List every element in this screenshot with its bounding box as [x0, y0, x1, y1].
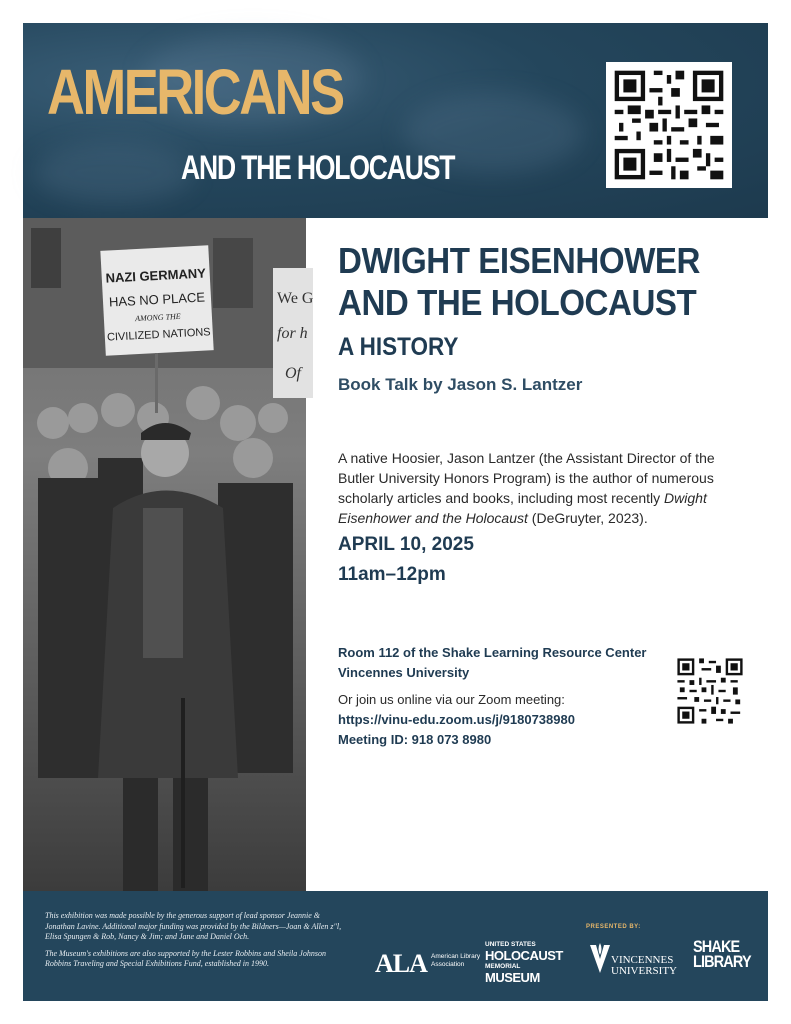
sign-line-1: NAZI GERMANY	[105, 265, 207, 286]
event-subtitle: A HISTORY	[338, 333, 459, 361]
sign2-line-1: We G	[277, 290, 314, 307]
sign-line-4: CIVILIZED NATIONS	[106, 326, 211, 344]
shake-library-logo: SHAKE LIBRARY	[693, 937, 751, 971]
flame-icon	[589, 941, 611, 975]
event-title: DWIGHT EISENHOWER AND THE HOLOCAUST	[338, 240, 701, 323]
speaker-bio: A native Hoosier, Jason Lantzer (the Assistant Director of the Butler University Honors Program) is the author of numerous scholarly articles and books, including most recently Dwight Eisenhower and the Holocaust (DeGruyter, 2023).	[338, 450, 715, 526]
flyer-page	[23, 23, 768, 1001]
exhibition-title: AMERICANS	[47, 56, 343, 128]
meeting-id: Meeting ID: 918 073 8980	[338, 732, 492, 747]
sign-line-3: AMONG THE	[134, 311, 181, 324]
online-intro: Or join us online via our Zoom meeting:	[338, 692, 565, 707]
online-info	[338, 690, 575, 750]
vincennes-university-logo: VINCENNES UNIVERSITY	[589, 941, 689, 981]
qr-code-large[interactable]	[606, 62, 732, 188]
sponsor-credits: This exhibition was made possible by the generous support of lead sponsor Jeannie & Jonathan Lavine. Additional major funding was provided by the Bildners—Joan & Allen z"l, Elisa Spungen & Rob, Nancy & Jim; and Jane and Daniel Och. The Museum's exhibitions are also supported by the Lester Robbins and Sheila Johnson Robbins Traveling and Special Exhibitions Fund, established in 1990.	[45, 911, 342, 968]
header-banner	[23, 23, 768, 218]
event-location	[338, 643, 646, 683]
event-date: APRIL 10, 2025	[338, 534, 474, 555]
zoom-link[interactable]: https://vinu-edu.zoom.us/j/9180738980	[338, 712, 575, 727]
institution-name: Vincennes University	[338, 665, 470, 680]
event-time: 11am–12pm	[338, 564, 446, 585]
presented-by-label: PRESENTED BY:	[586, 924, 641, 930]
exhibition-subtitle: AND THE HOLOCAUST	[181, 149, 455, 187]
room-name: Room 112 of the Shake Learning Resource Center	[338, 645, 647, 660]
qr-code-small[interactable]	[675, 656, 745, 726]
book-title: Dwight Eisenhower and the Holocaust	[338, 490, 707, 526]
sign-line-2: HAS NO PLACE	[108, 289, 206, 310]
sign2-line-3: Of	[285, 365, 301, 382]
historic-protest-photo	[23, 218, 314, 891]
ushmm-logo: UNITED STATES HOLOCAUST MEMORIAL MUSEUM	[485, 941, 563, 985]
ala-logo: ALA American Library Association	[375, 949, 481, 978]
sign2-line-2: for h	[277, 325, 308, 342]
speaker-line: Book Talk by Jason S. Lantzer	[338, 375, 583, 394]
footer-bar	[23, 891, 768, 1001]
